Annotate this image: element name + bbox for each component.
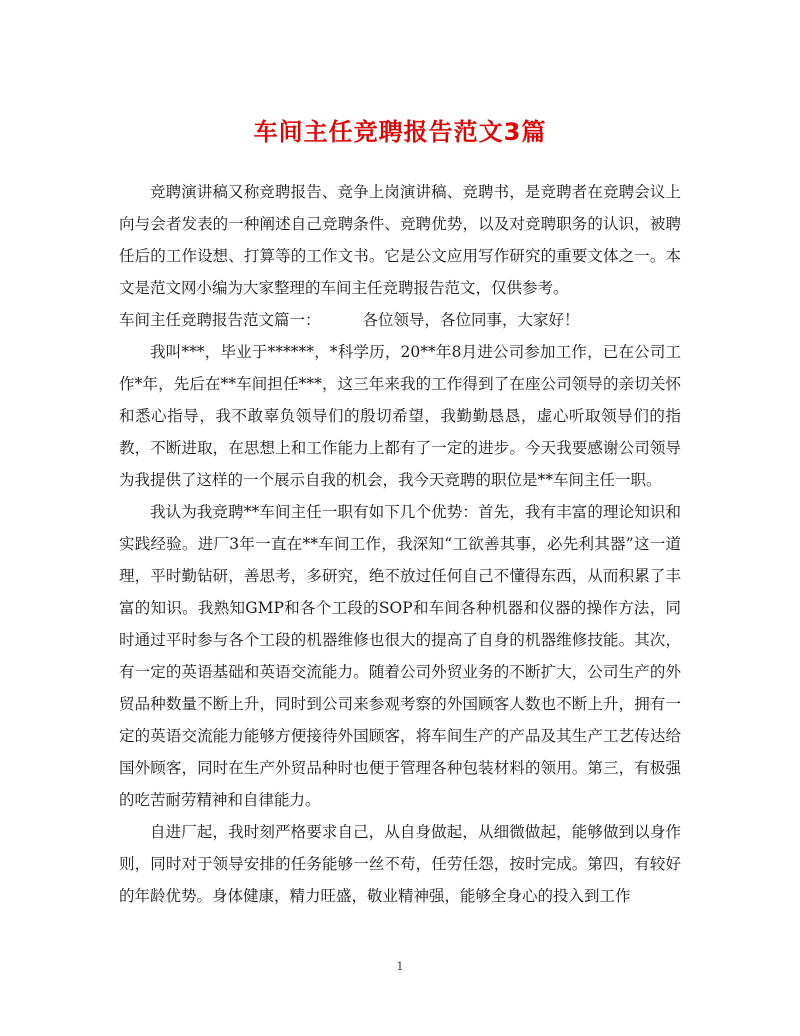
greeting: 各位领导，各位同事，大家好！ bbox=[362, 311, 580, 329]
body-paragraph: 自进厂起，我时刻严格要求自己，从自身做起，从细微做起，能够做到以身作则，同时对于领导安排的任务能够一丝不苟，任劳任怨，按时完成。第四，有较好的年龄优势。身体健康，精力旺盛，敬业精神强，能够全身心的投入到工作 bbox=[119, 823, 681, 905]
document-title: 车间主任竞聘报告范文3篇 bbox=[253, 118, 547, 146]
body-paragraph: 我叫***，毕业于******，*科学历，20**年8月进公司参加工作，已在公司工作*年，先后在**车间担任***，这三年来我的工作得到了在座公司领导的亲切关怀和悉心指导，我不敢辜负领导们的殷切希望，我勤勤恳恳，虚心听取领导们的指教，不断进取，在思想上和工作能力上都有了一定的进步。今天我要感谢公司领导为我提供了这样的一个展示自我的机会，我今天竞聘的职位是**车间主任一职。 bbox=[119, 343, 681, 489]
document-body bbox=[119, 176, 681, 912]
intro-paragraph: 竞聘演讲稿又称竞聘报告、竞争上岗演讲稿、竞聘书，是竞聘者在竞聘会议上向与会者发表的一种阐述自己竞聘条件、竞聘优势，以及对竞聘职务的认识，被聘任后的工作设想、打算等的工作文书。它是公文应用写作研究的重要文体之一。本文是范文网小编为大家整理的车间主任竞聘报告范文，仅供参考。 bbox=[119, 183, 681, 297]
body-paragraph: 我认为我竞聘**车间主任一职有如下几个优势：首先，我有丰富的理论知识和实践经验。进厂3年一直在**车间工作，我深知“工欲善其事，必先利其器”这一道理，平时勤钻研，善思考，多研究，绝不放过任何自己不懂得东西，从而积累了丰富的知识。我熟知GMP和各个工段的SOP和车间各种机器和仪器的操作方法，同时通过平时参与各个工段的机器维修也很大的提高了自身的机器维修技能。其次，有一定的英语基础和英语交流能力。随着公司外贸业务的不断扩大，公司生产的外贸品种数量不断上升，同时到公司来参观考察的外国顾客人数也不断上升，拥有一定的英语交流能力能够方便接待外国顾客，将车间生产的产品及其生产工艺传达给国外顾客，同时在生产外贸品种时也便于管理各种包装材料的领用。第三，有极强的吃苦耐劳精神和自律能力。 bbox=[119, 503, 681, 809]
section-heading: 车间主任竞聘报告范文篇一： bbox=[119, 311, 321, 329]
section-heading-line bbox=[119, 304, 681, 336]
page-number: 1 bbox=[396, 960, 404, 973]
